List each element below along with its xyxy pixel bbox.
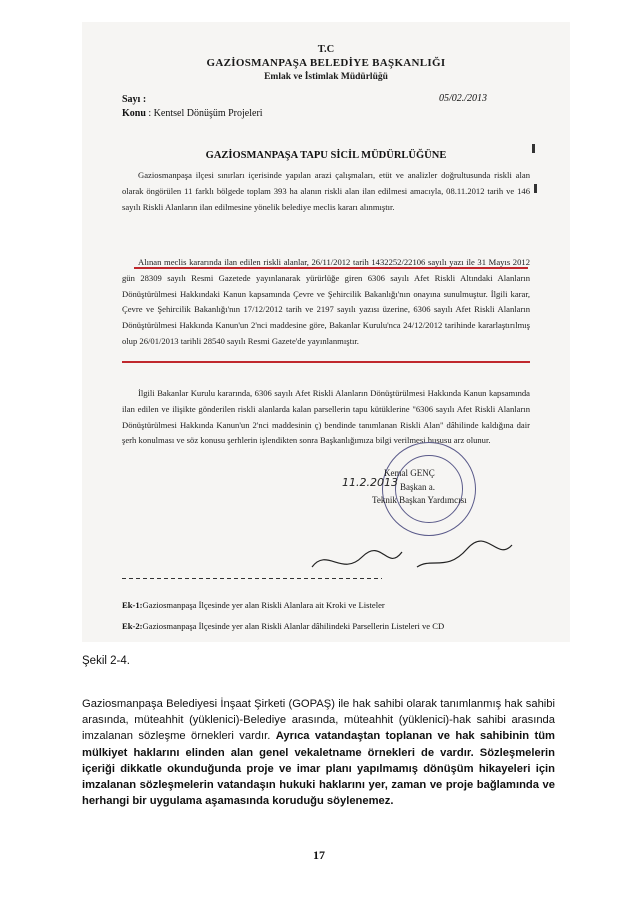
red-underline-2 <box>122 361 530 363</box>
letter-header-municipality: GAZİOSMANPAŞA BELEDİYE BAŞKANLIĞI <box>206 57 446 69</box>
body-paragraph <box>82 696 555 809</box>
attachment-1 <box>122 600 385 610</box>
attachment-2-text: Gaziosmanpaşa İlçesinde yer alan Riskli Alanlar dâhilindeki Parsellerin Listeleri ve CD <box>142 621 445 631</box>
margin-mark <box>532 144 535 153</box>
dashed-line <box>122 578 382 579</box>
konu-label: Konu <box>122 108 146 119</box>
page-number: 17 <box>313 848 325 862</box>
signer-title-1: Başkan a. <box>400 482 435 492</box>
attachment-2-label: Ek-2: <box>122 621 143 631</box>
signature-date: 11.2.2013 <box>342 476 398 489</box>
letter-paragraph-1: Gaziosmanpaşa ilçesi sınırları içerisinde yapılan arazi çalışmaları, etüt ve analizler doğrultusunda riskli alan olarak öngörülen 11 farklı bölgede toplam 393 ha alanın riskli alan ilan edilmesi amacıyla, 08.11.2012 tarih ve 146 sayılı Riskli Alanların ilan edilmesine yönelik belediye meclis kararı alınmıştır. <box>122 170 530 212</box>
red-underline-1 <box>134 267 528 269</box>
attachment-1-label: Ek-1: <box>122 600 143 610</box>
signer-title-2: Teknik Başkan Yardımcısı <box>372 495 467 505</box>
letter-sayi: Sayı : <box>122 94 147 105</box>
body-bold-text: Ayrıca vatandaştan toplanan ve hak sahibinin tüm mülkiyet haklarını elinden alan genel vekaletname örnekleri de vardır. Sözleşmelerin içeriği dikkatle okunduğunda proje ve imar planı yapılmamış dönüşüm hikayeleri için imzalanan sözleşmelerin vatandaşın hukuki haklarını yer, zaman ve proje bağlamında ve herhangi bir uygulama aşamasında koruduğu söylenemez. <box>82 730 555 808</box>
attachment-1-text: Gaziosmanpaşa İlçesinde yer alan Riskli Alanlara ait Kroki ve Listeler <box>142 600 385 610</box>
letter-recipient: GAZİOSMANPAŞA TAPU SİCİL MÜDÜRLÜĞÜNE <box>205 150 447 161</box>
letter-date: 05/02./2013 <box>439 93 488 104</box>
letter-paragraph-3: İlgili Bakanlar Kurulu kararında, 6306 sayılı Afet Riskli Alanların Dönüştürülmesi Hakkında Kanun kapsamında ilan edilen ve ilişikte gönderilen riskli alanlarda kalan parsellerin tapu kütüklerine "6306 sayılı Afet Riskli Alanların Dönüştürülmesi Hakkında Kanun'un 2'nci maddesinin ç) bendinde tanımlanan Riskli Alan" dâhilinde kaldığına dair şerh konulması ve söz konusu şerhlerin işlendikten sonra Başkanlığımıza bilgi verilmesi hususu arz olunur. <box>122 388 530 446</box>
attachment-2 <box>122 621 444 631</box>
letter-header-department: Emlak ve İstimlak Müdürlüğü <box>264 72 388 82</box>
letter-header-tc: T.C <box>317 44 335 55</box>
konu-value: : Kentsel Dönüşüm Projeleri <box>148 108 263 119</box>
margin-mark <box>534 184 537 193</box>
body-normal-text: Gaziosmanpaşa Belediyesi İnşaat Şirketi (GOPAŞ) ile hak sahibi olarak tanımlanmış hak sahibi arasında, müteahhit (yüklenici)-Belediye arasında, müteahhit (yüklenici)-hak sahibi arasında imzalanan sözleşme örnekleri vardır. <box>82 698 555 743</box>
signer-name: Kemal GENÇ <box>384 468 435 478</box>
letter-paragraph-2: Alınan meclis kararında ilan edilen riskli alanlar, 26/11/2012 tarih 1432252/22106 sayılı yazı ile 31 Mayıs 2012 gün 28309 sayılı Resmi Gazetede yayınlanarak yürürlüğe giren 6306 sayılı Afet Riskli Altındaki Alanların Dönüştürülmesi Hakkındaki Kanun kapsamında Çevre ve Şehircilik Bakanlığı'nın onayına sunulmuştur. İlgili karar, Çevre ve Şehircilik Bakanlığı'nın 17/12/2012 tarih ve 2197 sayılı yazısı üzerine, 6306 sayılı Afet Riskli Alanların Dönüştürülmesi Hakkında Kanun'un 2'nci maddesine göre, Bakanlar Kurulu'nca 24/12/2012 tarihinde kararlaştırılmış olup 26/01/2013 tarihli 28540 sayılı Resmi Gazete'de yayınlanmıştır. <box>122 257 530 346</box>
letter-konu <box>122 108 263 119</box>
scanned-letter <box>82 22 570 642</box>
figure-caption: Şekil 2-4. <box>82 655 130 667</box>
